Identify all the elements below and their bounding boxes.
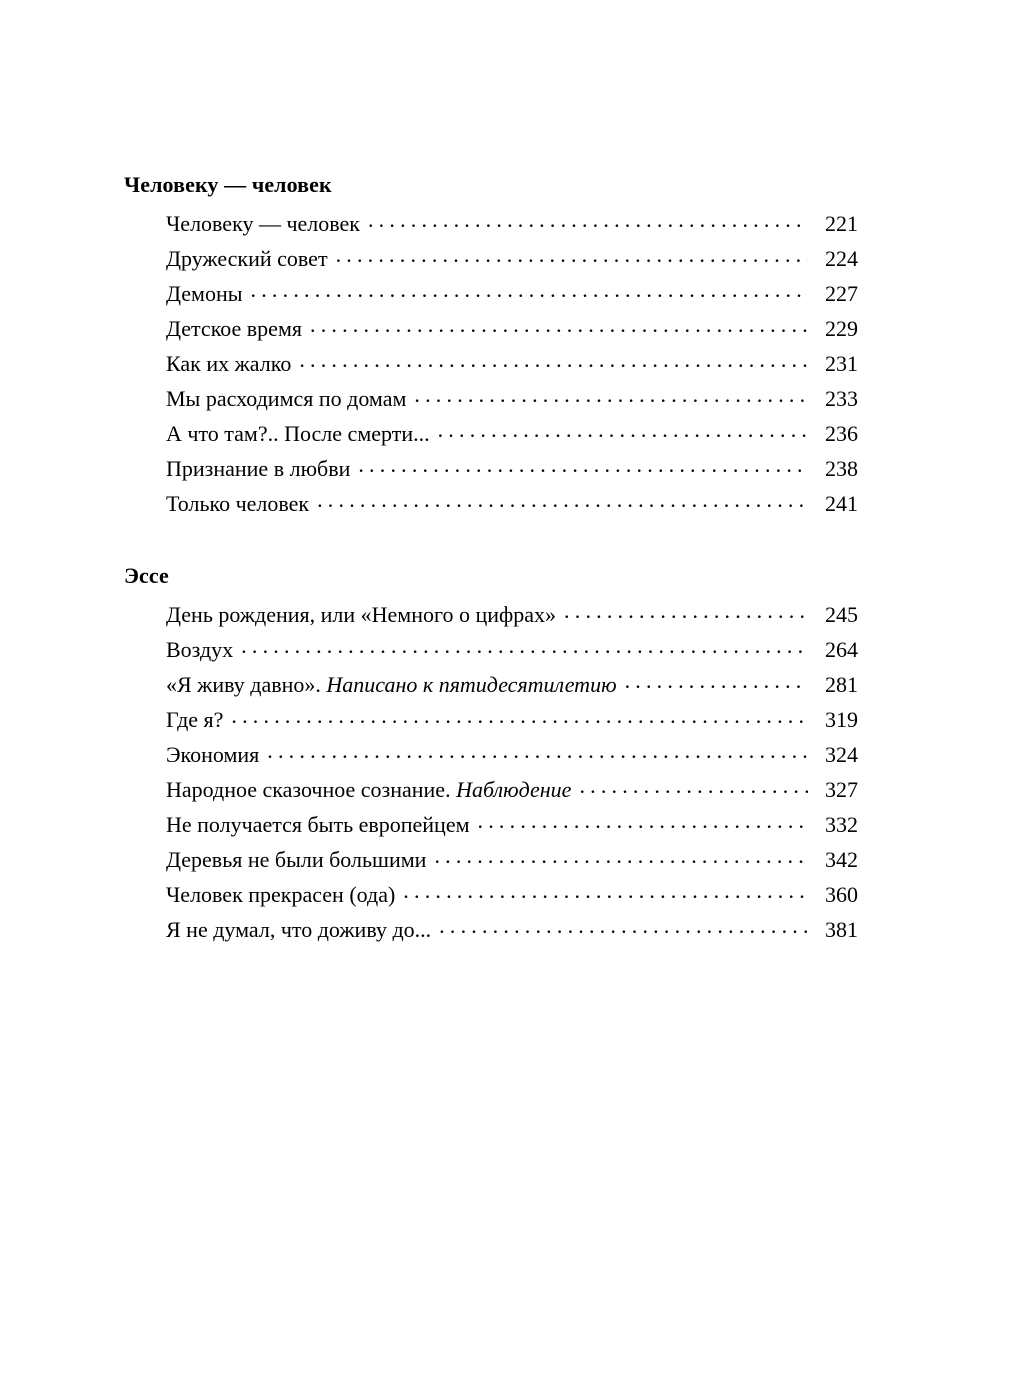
dot-leader (267, 740, 808, 762)
section-heading: Эссе (124, 563, 169, 588)
toc-entry[interactable] (166, 381, 858, 416)
toc-entry[interactable] (166, 772, 858, 807)
toc-entry-page-number: 231 (825, 351, 858, 376)
dot-leader (368, 209, 808, 231)
toc-entry[interactable] (166, 877, 858, 912)
toc-entry-page-number: 233 (825, 386, 858, 411)
table-of-contents (124, 168, 858, 947)
toc-entry-list (124, 206, 858, 521)
toc-entry-title-main: Как их жалко (166, 351, 292, 376)
dot-leader (317, 489, 808, 511)
toc-entry[interactable] (166, 632, 858, 667)
toc-entry-title-main: Признание в любви (166, 456, 351, 481)
toc-section (124, 559, 858, 947)
dot-leader (403, 880, 808, 902)
toc-entry-page-number: 332 (825, 812, 858, 837)
toc-entry-page-number: 238 (825, 456, 858, 481)
toc-entry[interactable] (166, 346, 858, 381)
toc-entry-title-main: Только человек (166, 491, 310, 516)
toc-entry[interactable] (166, 241, 858, 276)
toc-entry-title-main: Деревья не были большими (166, 847, 427, 872)
toc-entry-title-main: Дружеский совет (166, 246, 328, 271)
toc-entry-title-main: Народное сказочное сознание. (166, 777, 451, 802)
toc-entry-title (166, 737, 265, 772)
toc-entry-title (166, 381, 412, 416)
toc-entry-page-number: 221 (825, 211, 858, 236)
dot-leader (579, 775, 808, 797)
toc-entry-title (166, 632, 239, 667)
toc-entry-page-number: 360 (825, 882, 858, 907)
dot-leader (478, 810, 808, 832)
dot-leader (564, 600, 808, 622)
toc-entry-subtitle: Наблюдение (456, 777, 572, 802)
toc-entry-page-number: 245 (825, 602, 858, 627)
toc-entry-page-number: 342 (825, 847, 858, 872)
toc-entry-title (166, 206, 366, 241)
toc-entry-page-number: 227 (825, 281, 858, 306)
dot-leader (241, 635, 808, 657)
toc-entry[interactable] (166, 912, 858, 947)
toc-entry-title-main: Где я? (166, 707, 224, 732)
toc-entry-title (166, 416, 436, 451)
toc-entry-title-main: Демоны (166, 281, 243, 306)
toc-entry-page-number: 264 (825, 637, 858, 662)
toc-entry-list (124, 597, 858, 947)
toc-entry-title-main: Человек прекрасен (ода) (166, 882, 396, 907)
toc-entry-title-main: Не получается быть европейцем (166, 812, 470, 837)
dot-leader (358, 454, 808, 476)
toc-entry-page-number: 236 (825, 421, 858, 446)
section-heading: Человеку — человек (124, 172, 332, 197)
toc-entry-title (166, 702, 229, 737)
toc-entry[interactable] (166, 807, 858, 842)
toc-entry[interactable] (166, 416, 858, 451)
toc-entry[interactable] (166, 276, 858, 311)
toc-entry[interactable] (166, 842, 858, 877)
toc-entry-title (166, 311, 308, 346)
toc-entry-title (166, 842, 432, 877)
toc-entry-page-number: 319 (825, 707, 858, 732)
toc-entry[interactable] (166, 702, 858, 737)
toc-entry[interactable] (166, 597, 858, 632)
toc-entry-title-main: День рождения, или «Немного о цифрах» (166, 602, 557, 627)
toc-entry-page-number: 229 (825, 316, 858, 341)
toc-entry-title-main: «Я живу давно». (166, 672, 321, 697)
toc-entry-title (166, 486, 315, 521)
toc-entry-title (166, 912, 437, 947)
toc-entry-title-main: Я не думал, что доживу до... (166, 917, 432, 942)
dot-leader (434, 845, 808, 867)
toc-entry-page-number: 324 (825, 742, 858, 767)
toc-section (124, 168, 858, 521)
toc-entry-page-number: 281 (825, 672, 858, 697)
dot-leader (336, 244, 808, 266)
toc-entry-title (166, 451, 356, 486)
toc-entry-title (166, 772, 577, 807)
toc-entry-page-number: 224 (825, 246, 858, 271)
toc-entry-title (166, 346, 297, 381)
dot-leader (439, 915, 808, 937)
toc-entry-title-main: Человеку — человек (166, 211, 360, 236)
toc-entry-title (166, 276, 249, 311)
toc-entry-title-main: Детское время (166, 316, 302, 341)
toc-entry-title (166, 597, 562, 632)
dot-leader (414, 384, 808, 406)
toc-entry-title (166, 807, 476, 842)
toc-entry[interactable] (166, 667, 858, 702)
dot-leader (625, 670, 808, 692)
toc-entry-title-main: Экономия (166, 742, 260, 767)
toc-entry[interactable] (166, 451, 858, 486)
toc-entry-title-main: А что там?.. После смерти... (166, 421, 430, 446)
toc-entry[interactable] (166, 486, 858, 521)
toc-entry-title-main: Мы расходимся по домам (166, 386, 407, 411)
toc-entry-title (166, 667, 623, 702)
toc-entry[interactable] (166, 737, 858, 772)
toc-entry-title (166, 877, 401, 912)
dot-leader (438, 419, 808, 441)
toc-entry-subtitle: Написано к пятидесятилетию (326, 672, 617, 697)
dot-leader (299, 349, 808, 371)
toc-entry-title-main: Воздух (166, 637, 234, 662)
dot-leader (310, 314, 808, 336)
toc-entry-page-number: 381 (825, 917, 858, 942)
toc-entry-page-number: 327 (825, 777, 858, 802)
dot-leader (231, 705, 808, 727)
toc-entry[interactable] (166, 206, 858, 241)
toc-entry[interactable] (166, 311, 858, 346)
toc-entry-page-number: 241 (825, 491, 858, 516)
toc-entry-title (166, 241, 334, 276)
dot-leader (251, 279, 808, 301)
